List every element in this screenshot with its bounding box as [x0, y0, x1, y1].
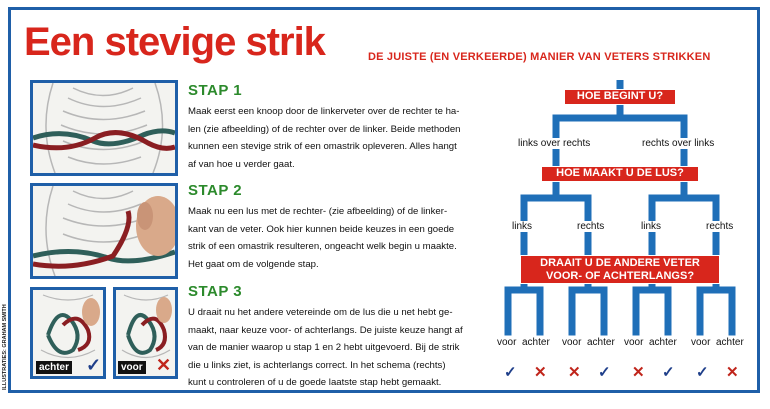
branch-links-2: links [641, 221, 662, 232]
cross-icon: ✕ [156, 355, 172, 375]
step-3 [188, 283, 488, 392]
page-subtitle: DE JUISTE (EN VERKEERDE) MANIER VAN VETERS STRIKKEN [368, 51, 711, 63]
voor-caption: voor [118, 361, 146, 374]
step-2-title: STAP 2 [188, 182, 243, 199]
branch-links-1: links [512, 221, 533, 232]
step1-illustration [30, 80, 178, 176]
leaf-voor-2: voor [562, 337, 582, 348]
branch-rechts-2: rechts [706, 221, 734, 232]
result-check-icon: ✓ [598, 364, 611, 381]
result-check-icon: ✓ [696, 364, 709, 381]
branch-rechts-over-links: rechts over links [642, 138, 715, 149]
check-icon: ✓ [86, 355, 102, 375]
question-begin: HOE BEGINT U? [564, 89, 676, 105]
branch-rechts-1: rechts [577, 221, 605, 232]
leaf-voor-3: voor [624, 337, 644, 348]
step-3-text: U draait nu het andere vetereinde om de lus die u net hebt ge- maakt, naar keuze voor- of achterlangs. De juiste keuze hangt af van de manier waarop u stap 1 en 2 hebt uitgevoerd. Bij de strik die u links ziet, is achterlangs correct. In het schema (rechts) kunt u controleren of u de goede laatste stap hebt gemaakt. [188, 307, 463, 388]
step-3-title: STAP 3 [188, 283, 243, 300]
result-check-icon: ✓ [662, 364, 675, 381]
result-cross-icon: ✕ [568, 364, 581, 381]
step-2-text: Maak nu een lus met de rechter- (zie afbeelding) of de linker- kant van de veter. Ook hier kunnen beide keuzes in een goede strik of een omastrik resulteren, ongeacht welk begin u maakte. Het gaat om de volgende stap. [188, 206, 457, 270]
question-loop: HOE MAAKT U DE LUS? [541, 166, 699, 182]
step-1-title: STAP 1 [188, 82, 243, 99]
leaf-achter-1: achter [522, 337, 550, 348]
step-2 [188, 182, 488, 273]
result-check-icon: ✓ [504, 364, 517, 381]
leaf-achter-3: achter [649, 337, 677, 348]
leaf-achter-4: achter [716, 337, 744, 348]
leaf-voor-4: voor [691, 337, 711, 348]
illustration-credit [2, 290, 16, 400]
credit-text: ILLUSTRATIES: GRAHAM SMITH [2, 304, 8, 390]
step-1 [188, 82, 488, 173]
result-cross-icon: ✕ [726, 364, 739, 381]
result-cross-icon: ✕ [534, 364, 547, 381]
leaf-achter-2: achter [587, 337, 615, 348]
achter-caption: achter [36, 361, 72, 374]
page-title: Een stevige strik [24, 20, 325, 64]
result-cross-icon: ✕ [632, 364, 645, 381]
leaf-voor-1: voor [497, 337, 517, 348]
question-turn: DRAAIT U DE ANDERE VETER VOOR- OF ACHTERLANGS? [520, 255, 720, 284]
step-1-text: Maak eerst een knoop door de linkerveter over de rechter te ha- len (zie afbeelding) of de rechter over de linker. Beide methoden kunnen een stevige strik of een omastrik opleveren. Alles hangt af van hoe u verder gaat. [188, 106, 461, 170]
step2-illustration [30, 183, 178, 279]
decision-tree-lines [496, 80, 756, 350]
branch-links-over-rechts: links over rechts [518, 138, 591, 149]
